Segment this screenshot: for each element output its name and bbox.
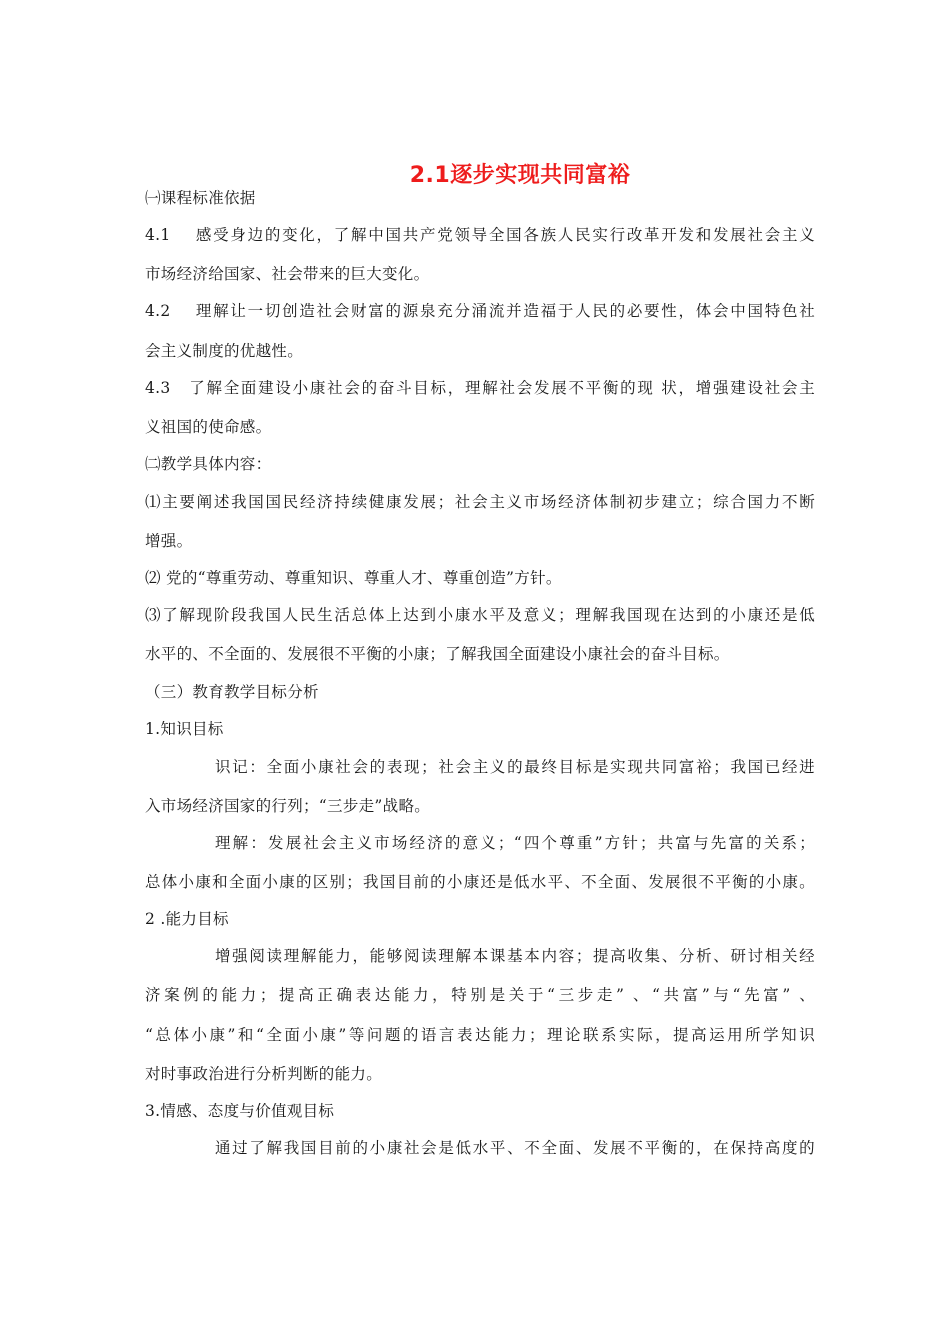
paragraph-line: 水平的、不全面的、发展很不平衡的小康；了解我国全面建设小康社会的奋斗目标。 xyxy=(145,645,730,663)
section-heading: ㈡教学具体内容： xyxy=(145,455,272,473)
paragraph-line: ⑴主要阐述我国国民经济持续健康发展；社会主义市场经济体制初步建立；综合国力不断 xyxy=(145,493,815,511)
paragraph-line: 义祖国的使命感。 xyxy=(145,418,272,436)
paragraph-line: 理解：发展社会主义市场经济的意义；“四个尊重”方针；共富与先富的关系； xyxy=(215,834,815,852)
document-title: 2.1逐步实现共同富裕 xyxy=(409,163,631,188)
paragraph-line: 入市场经济国家的行列；“三步走”战略。 xyxy=(145,797,431,815)
paragraph-line: 总体小康和全面小康的区别；我国目前的小康还是低水平、不全面、发展很不平衡的小康。 xyxy=(145,873,815,891)
paragraph-line: 增强。 xyxy=(145,532,193,550)
paragraph-line: 通过了解我国目前的小康社会是低水平、不全面、发展不平衡的，在保持高度的 xyxy=(215,1139,815,1157)
paragraph-line: 会主义制度的优越性。 xyxy=(145,342,304,360)
subsection-heading: 2 .能力目标 xyxy=(145,910,229,928)
section-heading: （三）教育教学目标分析 xyxy=(145,683,319,701)
paragraph-line: 增强阅读理解能力，能够阅读理解本课基本内容；提高收集、分析、研讨相关经 xyxy=(215,947,815,965)
paragraph-line: ⑶了解现阶段我国人民生活总体上达到小康水平及意义；理解我国现在达到的小康还是低 xyxy=(145,606,815,624)
paragraph-line: 4.1 感受身边的变化，了解中国共产党领导全国各族人民实行改革开发和发展社会主义 xyxy=(145,226,815,244)
paragraph-line: 4.3 了解全面建设小康社会的奋斗目标，理解社会发展不平衡的现 状，增强建设社会主 xyxy=(145,379,815,397)
section-heading: ㈠课程标准依据 xyxy=(145,189,256,207)
paragraph-line: 识记：全面小康社会的表现；社会主义的最终目标是实现共同富裕；我国已经进 xyxy=(215,758,815,776)
paragraph-line: “总体小康”和“全面小康”等问题的语言表达能力；理论联系实际，提高运用所学知识 xyxy=(145,1026,815,1044)
paragraph-line: 市场经济给国家、社会带来的巨大变化。 xyxy=(145,265,430,283)
subsection-heading: 3.情感、态度与价值观目标 xyxy=(145,1102,335,1120)
paragraph-line: ⑵ 党的“尊重劳动、尊重知识、尊重人才、尊重创造”方针。 xyxy=(145,569,562,587)
subsection-heading: 1.知识目标 xyxy=(145,720,224,738)
paragraph-line: 4.2 理解让一切创造社会财富的源泉充分涌流并造福于人民的必要性，体会中国特色社 xyxy=(145,302,815,320)
paragraph-line: 济案例的能力；提高正确表达能力，特别是关于“三步走” 、“共富”与“先富” 、 xyxy=(145,986,815,1004)
paragraph-line: 对时事政治进行分析判断的能力。 xyxy=(145,1065,383,1083)
